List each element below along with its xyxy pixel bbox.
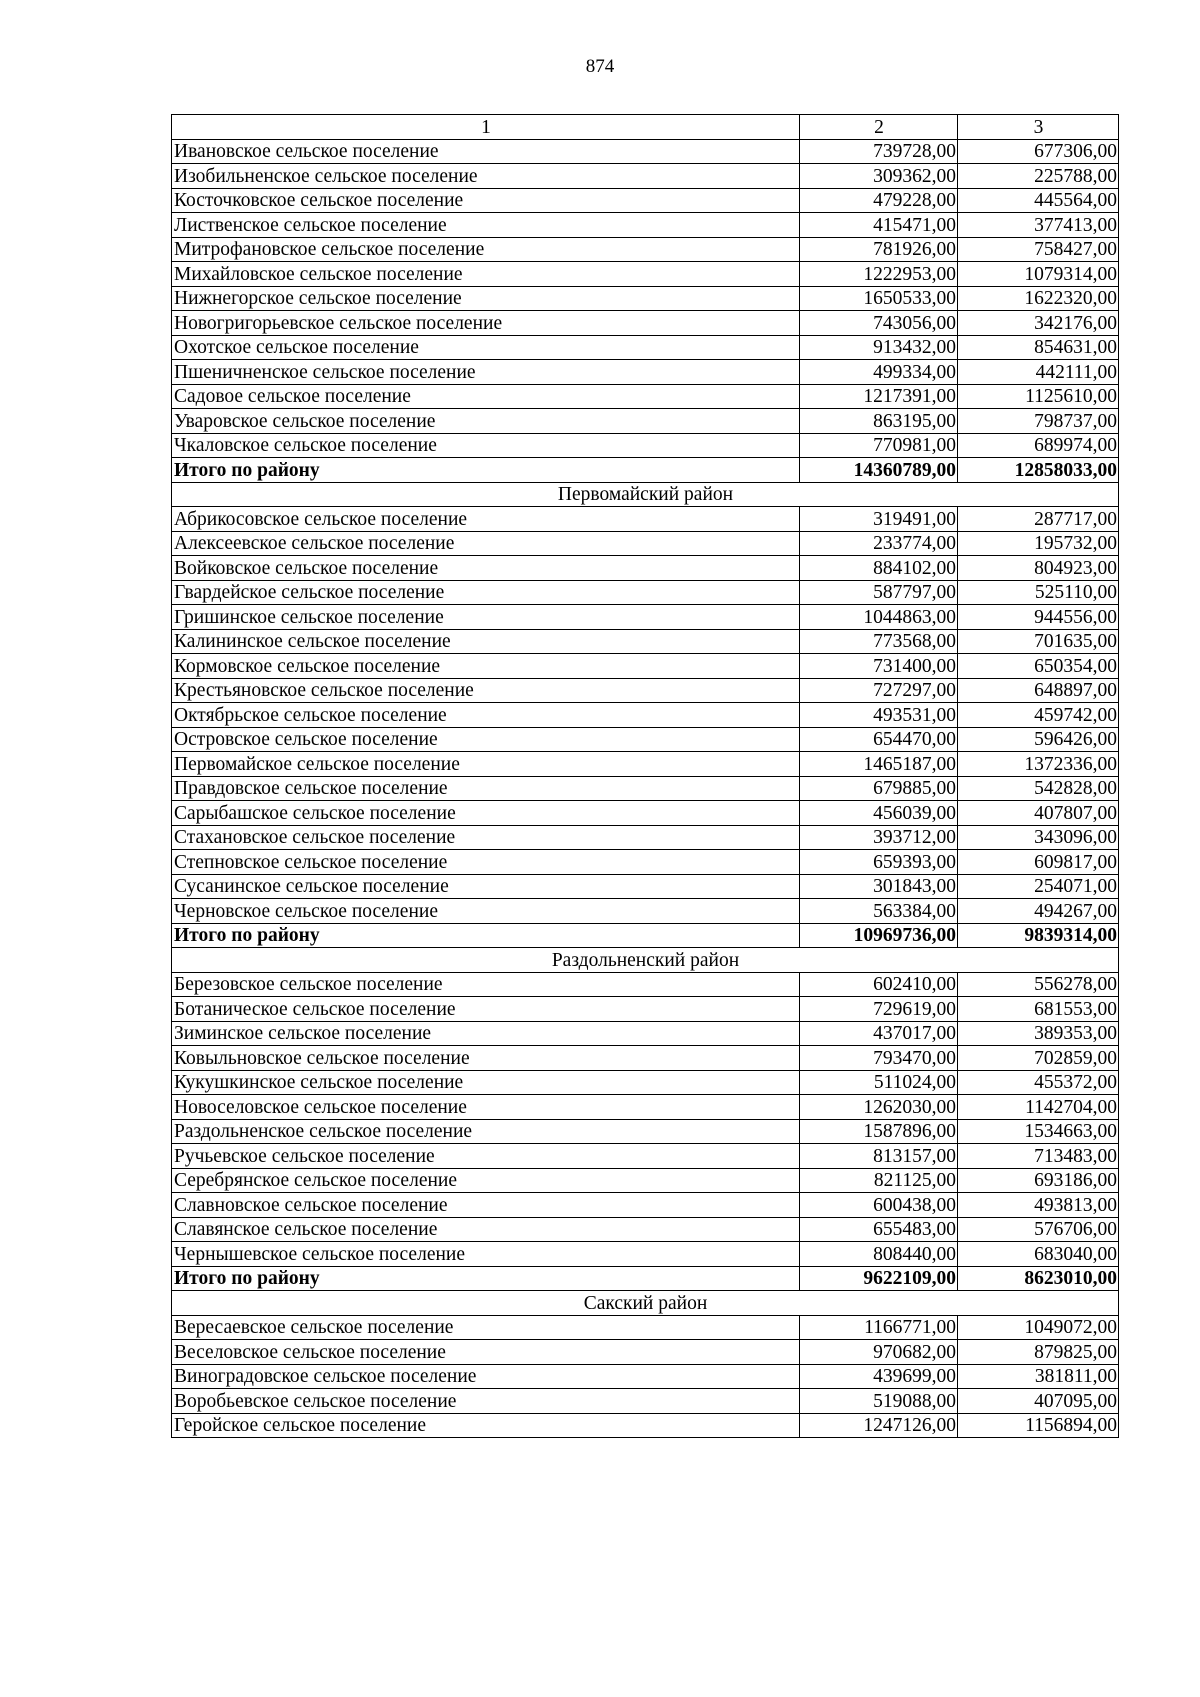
value-column-3: 1079314,00: [958, 262, 1119, 287]
table-row: [172, 335, 1119, 360]
settlement-name: Черновское сельское поселение: [172, 899, 800, 924]
district-total-row: [172, 458, 1119, 483]
table-row: [172, 629, 1119, 654]
value-column-2: 913432,00: [800, 335, 958, 360]
district-header-row: [172, 1291, 1119, 1316]
table-row: [172, 727, 1119, 752]
settlement-name: Михайловское сельское поселение: [172, 262, 800, 287]
value-column-3: 459742,00: [958, 703, 1119, 728]
value-column-3: 225788,00: [958, 164, 1119, 189]
value-column-3: 854631,00: [958, 335, 1119, 360]
district-name: Сакский район: [172, 1291, 1119, 1316]
value-column-2: 511024,00: [800, 1070, 958, 1095]
value-column-2: 600438,00: [800, 1193, 958, 1218]
settlement-name: Косточковское сельское поселение: [172, 188, 800, 213]
table-row: [172, 311, 1119, 336]
value-column-3: 693186,00: [958, 1168, 1119, 1193]
table-row: [172, 507, 1119, 532]
value-column-3: 798737,00: [958, 409, 1119, 434]
value-column-3: 442111,00: [958, 360, 1119, 385]
value-column-2: 884102,00: [800, 556, 958, 581]
total-label: Итого по району: [172, 923, 800, 948]
value-column-3: 1049072,00: [958, 1315, 1119, 1340]
settlement-name: Гвардейское сельское поселение: [172, 580, 800, 605]
value-column-2: 1222953,00: [800, 262, 958, 287]
district-total-row: [172, 1266, 1119, 1291]
table-row: [172, 1168, 1119, 1193]
column-header-3: 3: [958, 115, 1119, 140]
value-column-3: 804923,00: [958, 556, 1119, 581]
value-column-3: 287717,00: [958, 507, 1119, 532]
value-column-3: 343096,00: [958, 825, 1119, 850]
table-row: [172, 1193, 1119, 1218]
table-row: [172, 531, 1119, 556]
value-column-2: 602410,00: [800, 972, 958, 997]
value-column-3: 445564,00: [958, 188, 1119, 213]
value-column-2: 479228,00: [800, 188, 958, 213]
column-header-2: 2: [800, 115, 958, 140]
table-row: [172, 1119, 1119, 1144]
value-column-3: 576706,00: [958, 1217, 1119, 1242]
table-row: [172, 678, 1119, 703]
value-column-3: 677306,00: [958, 139, 1119, 164]
settlement-name: Абрикосовское сельское поселение: [172, 507, 800, 532]
value-column-3: 650354,00: [958, 654, 1119, 679]
settlement-name: Славянское сельское поселение: [172, 1217, 800, 1242]
value-column-2: 456039,00: [800, 801, 958, 826]
value-column-2: 793470,00: [800, 1046, 958, 1071]
district-name: Первомайский район: [172, 482, 1119, 507]
value-column-3: 407095,00: [958, 1389, 1119, 1414]
total-label: Итого по району: [172, 1266, 800, 1291]
value-column-3: 1125610,00: [958, 384, 1119, 409]
value-column-2: 587797,00: [800, 580, 958, 605]
value-column-2: 1166771,00: [800, 1315, 958, 1340]
value-column-3: 494267,00: [958, 899, 1119, 924]
value-column-2: 813157,00: [800, 1144, 958, 1169]
table-row: [172, 1144, 1119, 1169]
settlement-name: Новогригорьевское сельское поселение: [172, 311, 800, 336]
value-column-2: 781926,00: [800, 237, 958, 262]
value-column-2: 301843,00: [800, 874, 958, 899]
total-label: Итого по району: [172, 458, 800, 483]
value-column-2: 970682,00: [800, 1340, 958, 1365]
table-row: [172, 360, 1119, 385]
value-column-3: 701635,00: [958, 629, 1119, 654]
settlement-name: Веселовское сельское поселение: [172, 1340, 800, 1365]
settlement-name: Нижнегорское сельское поселение: [172, 286, 800, 311]
settlement-name: Стахановское сельское поселение: [172, 825, 800, 850]
value-column-2: 770981,00: [800, 433, 958, 458]
table-row: [172, 825, 1119, 850]
district-header-row: [172, 482, 1119, 507]
value-column-2: 233774,00: [800, 531, 958, 556]
value-column-2: 731400,00: [800, 654, 958, 679]
value-column-2: 729619,00: [800, 997, 958, 1022]
table-header-row: [172, 115, 1119, 140]
settlement-name: Степновское сельское поселение: [172, 850, 800, 875]
value-column-3: 596426,00: [958, 727, 1119, 752]
value-column-3: 1372336,00: [958, 752, 1119, 777]
settlement-name: Митрофановское сельское поселение: [172, 237, 800, 262]
value-column-2: 319491,00: [800, 507, 958, 532]
value-column-3: 1142704,00: [958, 1095, 1119, 1120]
table-row: [172, 237, 1119, 262]
table-row: [172, 286, 1119, 311]
value-column-3: 493813,00: [958, 1193, 1119, 1218]
table-row: [172, 1364, 1119, 1389]
settlement-name: Сарыбашское сельское поселение: [172, 801, 800, 826]
table-row: [172, 752, 1119, 777]
value-column-2: 493531,00: [800, 703, 958, 728]
value-column-2: 679885,00: [800, 776, 958, 801]
table-row: [172, 556, 1119, 581]
value-column-3: 879825,00: [958, 1340, 1119, 1365]
settlement-name: Ковыльновское сельское поселение: [172, 1046, 800, 1071]
value-column-3: 609817,00: [958, 850, 1119, 875]
settlement-name: Чкаловское сельское поселение: [172, 433, 800, 458]
table-body: [172, 115, 1119, 1438]
table-row: [172, 1070, 1119, 1095]
settlement-name: Геройское сельское поселение: [172, 1413, 800, 1438]
page-number: 874: [585, 56, 615, 77]
value-column-2: 1587896,00: [800, 1119, 958, 1144]
value-column-2: 563384,00: [800, 899, 958, 924]
settlement-name: Славновское сельское поселение: [172, 1193, 800, 1218]
district-name: Раздольненский район: [172, 948, 1119, 973]
table-row: [172, 703, 1119, 728]
value-column-3: 648897,00: [958, 678, 1119, 703]
settlement-name: Правдовское сельское поселение: [172, 776, 800, 801]
value-column-3: 758427,00: [958, 237, 1119, 262]
settlement-name: Войковское сельское поселение: [172, 556, 800, 581]
settlement-name: Уваровское сельское поселение: [172, 409, 800, 434]
settlement-name: Охотское сельское поселение: [172, 335, 800, 360]
value-column-2: 439699,00: [800, 1364, 958, 1389]
settlement-name: Изобильненское сельское поселение: [172, 164, 800, 189]
table-row: [172, 384, 1119, 409]
value-column-2: 727297,00: [800, 678, 958, 703]
table-row: [172, 1021, 1119, 1046]
value-column-2: 437017,00: [800, 1021, 958, 1046]
value-column-2: 1044863,00: [800, 605, 958, 630]
value-column-3: 455372,00: [958, 1070, 1119, 1095]
settlement-name: Лиственское сельское поселение: [172, 213, 800, 238]
value-column-3: 8623010,00: [958, 1266, 1119, 1291]
district-total-row: [172, 923, 1119, 948]
settlement-name: Крестьяновское сельское поселение: [172, 678, 800, 703]
value-column-2: 499334,00: [800, 360, 958, 385]
value-column-3: 702859,00: [958, 1046, 1119, 1071]
settlement-name: Зиминское сельское поселение: [172, 1021, 800, 1046]
table-row: [172, 899, 1119, 924]
settlement-name: Ивановское сельское поселение: [172, 139, 800, 164]
settlement-name: Сусанинское сельское поселение: [172, 874, 800, 899]
settlement-name: Калининское сельское поселение: [172, 629, 800, 654]
value-column-2: 519088,00: [800, 1389, 958, 1414]
settlement-name: Серебрянское сельское поселение: [172, 1168, 800, 1193]
value-column-3: 681553,00: [958, 997, 1119, 1022]
settlement-name: Раздольненское сельское поселение: [172, 1119, 800, 1144]
value-column-3: 556278,00: [958, 972, 1119, 997]
table-row: [172, 1413, 1119, 1438]
settlement-name: Березовское сельское поселение: [172, 972, 800, 997]
value-column-3: 12858033,00: [958, 458, 1119, 483]
settlement-name: Островское сельское поселение: [172, 727, 800, 752]
value-column-2: 863195,00: [800, 409, 958, 434]
settlement-name: Чернышевское сельское поселение: [172, 1242, 800, 1267]
table-row: [172, 997, 1119, 1022]
settlement-name: Гришинское сельское поселение: [172, 605, 800, 630]
value-column-3: 944556,00: [958, 605, 1119, 630]
value-column-2: 10969736,00: [800, 923, 958, 948]
value-column-3: 195732,00: [958, 531, 1119, 556]
value-column-2: 655483,00: [800, 1217, 958, 1242]
value-column-3: 1622320,00: [958, 286, 1119, 311]
value-column-3: 689974,00: [958, 433, 1119, 458]
value-column-2: 1465187,00: [800, 752, 958, 777]
settlement-name: Кормовское сельское поселение: [172, 654, 800, 679]
value-column-3: 1156894,00: [958, 1413, 1119, 1438]
table-row: [172, 1217, 1119, 1242]
table-row: [172, 850, 1119, 875]
table-row: [172, 580, 1119, 605]
value-column-2: 773568,00: [800, 629, 958, 654]
value-column-2: 14360789,00: [800, 458, 958, 483]
value-column-3: 9839314,00: [958, 923, 1119, 948]
settlement-name: Кукушкинское сельское поселение: [172, 1070, 800, 1095]
table-row: [172, 1389, 1119, 1414]
budget-table: [171, 114, 1119, 1438]
value-column-3: 542828,00: [958, 776, 1119, 801]
district-header-row: [172, 948, 1119, 973]
settlement-name: Ботаническое сельское поселение: [172, 997, 800, 1022]
table-row: [172, 433, 1119, 458]
value-column-3: 407807,00: [958, 801, 1119, 826]
value-column-2: 659393,00: [800, 850, 958, 875]
value-column-2: 1650533,00: [800, 286, 958, 311]
table-row: [172, 164, 1119, 189]
table-row: [172, 139, 1119, 164]
table-row: [172, 972, 1119, 997]
settlement-name: Ручьевское сельское поселение: [172, 1144, 800, 1169]
table-row: [172, 776, 1119, 801]
value-column-3: 1534663,00: [958, 1119, 1119, 1144]
settlement-name: Октябрьское сельское поселение: [172, 703, 800, 728]
value-column-2: 821125,00: [800, 1168, 958, 1193]
table-row: [172, 605, 1119, 630]
value-column-3: 381811,00: [958, 1364, 1119, 1389]
settlement-name: Садовое сельское поселение: [172, 384, 800, 409]
value-column-3: 525110,00: [958, 580, 1119, 605]
value-column-3: 389353,00: [958, 1021, 1119, 1046]
value-column-3: 342176,00: [958, 311, 1119, 336]
value-column-3: 683040,00: [958, 1242, 1119, 1267]
value-column-3: 254071,00: [958, 874, 1119, 899]
table-row: [172, 188, 1119, 213]
table-row: [172, 262, 1119, 287]
value-column-2: 309362,00: [800, 164, 958, 189]
settlement-name: Первомайское сельское поселение: [172, 752, 800, 777]
column-header-1: 1: [172, 115, 800, 140]
value-column-2: 1217391,00: [800, 384, 958, 409]
settlement-name: Воробьевское сельское поселение: [172, 1389, 800, 1414]
table-row: [172, 801, 1119, 826]
table-row: [172, 1242, 1119, 1267]
value-column-2: 808440,00: [800, 1242, 958, 1267]
settlement-name: Виноградовское сельское поселение: [172, 1364, 800, 1389]
value-column-2: 743056,00: [800, 311, 958, 336]
settlement-name: Новоселовское сельское поселение: [172, 1095, 800, 1120]
table-row: [172, 874, 1119, 899]
table-row: [172, 213, 1119, 238]
value-column-2: 415471,00: [800, 213, 958, 238]
table-row: [172, 1340, 1119, 1365]
table-row: [172, 654, 1119, 679]
settlement-name: Алексеевское сельское поселение: [172, 531, 800, 556]
settlement-name: Пшеничненское сельское поселение: [172, 360, 800, 385]
value-column-3: 377413,00: [958, 213, 1119, 238]
value-column-2: 739728,00: [800, 139, 958, 164]
value-column-2: 654470,00: [800, 727, 958, 752]
value-column-2: 1262030,00: [800, 1095, 958, 1120]
value-column-2: 393712,00: [800, 825, 958, 850]
value-column-3: 713483,00: [958, 1144, 1119, 1169]
value-column-2: 9622109,00: [800, 1266, 958, 1291]
table-row: [172, 1046, 1119, 1071]
settlement-name: Вересаевское сельское поселение: [172, 1315, 800, 1340]
table-row: [172, 1315, 1119, 1340]
table-row: [172, 1095, 1119, 1120]
table-row: [172, 409, 1119, 434]
value-column-2: 1247126,00: [800, 1413, 958, 1438]
